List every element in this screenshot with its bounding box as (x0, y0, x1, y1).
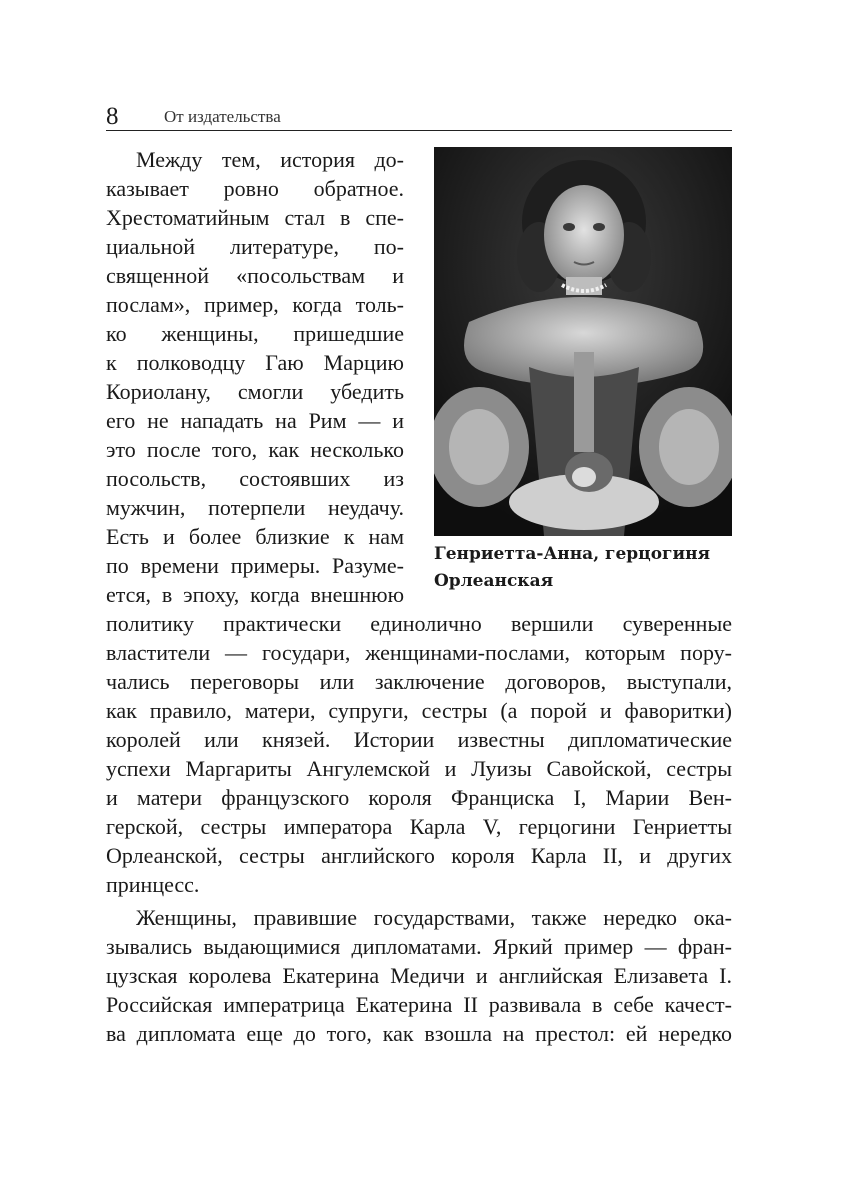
caption-line: Орлеанская (434, 571, 554, 591)
text-line: Есть и более близкие к нам (106, 524, 404, 549)
text-line: ко женщины, пришедшие (106, 321, 404, 346)
text-line: королей или князей. Истории известны дипломатические (106, 727, 732, 752)
text-line: политику практически единолично вершили суверенные (106, 611, 732, 636)
text-line: Российская императрица Екатерина II развивала в себе качест- (106, 992, 732, 1017)
text-line: его не нападать на Рим — и (106, 408, 404, 433)
text-line: по времени примеры. Разуме- (106, 553, 404, 578)
text-line: успехи Маргариты Ангулемской и Луизы Савойской, сестры (106, 756, 732, 781)
text-line: чались переговоры или заключение договоров, выступали, (106, 669, 732, 694)
portrait-image (434, 147, 732, 536)
text-line: принцесс. (106, 872, 200, 897)
figure-caption (434, 541, 732, 595)
text-line: цузская королева Екатерина Медичи и английская Елизавета I. (106, 963, 732, 988)
text-line: мужчин, потерпели неудачу. (106, 495, 404, 520)
text-line: Орлеанской, сестры английского короля Карла II, и других (106, 843, 732, 868)
text-line: послам», пример, когда толь- (106, 292, 404, 317)
running-title: От издательства (164, 107, 281, 126)
running-header (106, 104, 732, 131)
text-line: это после того, как несколько (106, 437, 404, 462)
text-line: к полководцу Гаю Марцию (106, 350, 404, 375)
text-line: ется, в эпоху, когда внешнюю (106, 582, 404, 607)
text-line: циальной литературе, по- (106, 234, 404, 259)
text-line: казывает ровно обратное. (106, 176, 404, 201)
text-line: посольств, состоявших из (106, 466, 404, 491)
text-line: Хрестоматийным стал в спе- (106, 205, 404, 230)
text-line: как правило, матери, супруги, сестры (а порой и фаворитки) (106, 698, 732, 723)
text-line: Женщины, правившие государствами, также нередко ока- (136, 905, 732, 930)
page-number: 8 (106, 103, 119, 130)
text-line: священной «посольствам и (106, 263, 404, 288)
text-line: Между тем, история до- (136, 147, 404, 172)
text-line: зывались выдающимися дипломатами. Яркий пример — фран- (106, 934, 732, 959)
text-line: Кориолану, смогли убедить (106, 379, 404, 404)
text-line: герской, сестры императора Карла V, герцогини Генриетты (106, 814, 732, 839)
text-line: и матери французского короля Франциска I, Марии Вен- (106, 785, 732, 810)
caption-line: Генриетта-Анна, герцогиня (434, 544, 711, 564)
text-line: ва дипломата еще до того, как взошла на престол: ей нередко (106, 1021, 732, 1046)
text-line: властители — государи, женщинами-послами, которым пору- (106, 640, 732, 665)
